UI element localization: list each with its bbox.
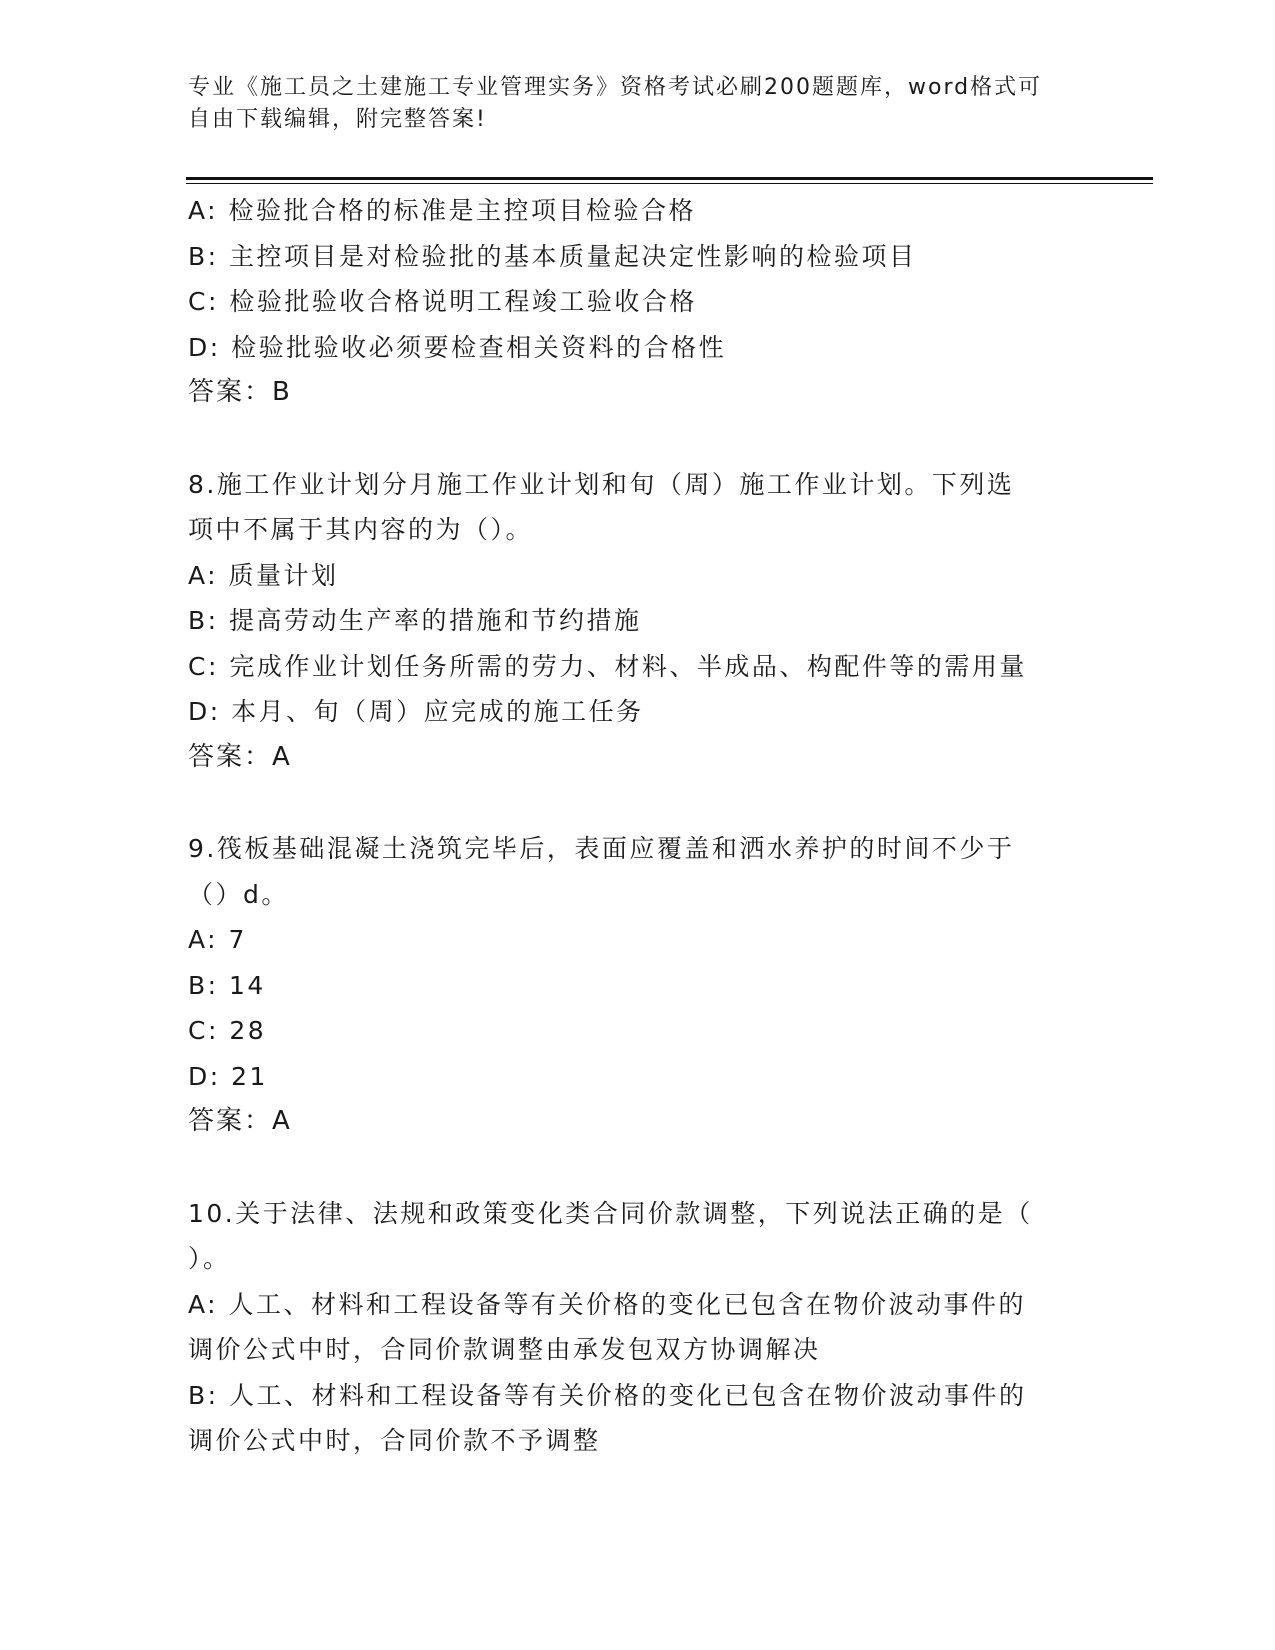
question-8-option-c: C: 完成作业计划任务所需的劳力、材料、半成品、构配件等的需用量 <box>188 651 1027 681</box>
question-9-text-line-2: （）d。 <box>188 879 289 909</box>
question-9-option-c: C: 28 <box>188 1016 267 1045</box>
question-10-option-a-line-1: A: 人工、材料和工程设备等有关价格的变化已包含在物价波动事件的 <box>188 1289 1027 1319</box>
question-10-block <box>188 1191 1088 1464</box>
question-8-option-a: A: 质量计划 <box>188 560 339 590</box>
question-10-option-b-line-2: 调价公式中时，合同价款不予调整 <box>188 1426 601 1455</box>
question-8-option-b: B: 提高劳动生产率的措施和节约措施 <box>188 606 642 635</box>
question-10-option-a-line-2: 调价公式中时，合同价款调整由承发包双方协调解决 <box>188 1335 821 1364</box>
question-7-option-d: D: 检验批验收必须要检查相关资料的合格性 <box>188 332 727 362</box>
question-10-option-b-line-1: B: 人工、材料和工程设备等有关价格的变化已包含在物价波动事件的 <box>188 1380 1027 1410</box>
question-9-block <box>188 826 1088 1145</box>
header-rule-thick <box>186 177 1153 180</box>
question-8-option-d: D: 本月、旬（周）应完成的施工任务 <box>188 697 644 726</box>
question-9-answer: 答案：A <box>188 1106 292 1136</box>
question-7-block <box>188 188 1088 416</box>
question-8-text-line-1: 8.施工作业计划分月施工作业计划和旬（周）施工作业计划。下列选 <box>188 469 1015 499</box>
spacer <box>188 416 1088 462</box>
header-line-2: 自由下载编辑，附完整答案! <box>188 107 487 132</box>
question-7-option-a: A: 检验批合格的标准是主控项目检验合格 <box>188 196 697 225</box>
question-10-text-line-1: 10.关于法律、法规和政策变化类合同价款调整，下列说法正确的是（ <box>188 1198 1033 1228</box>
question-9-option-a: A: 7 <box>188 925 247 954</box>
question-9-text-line-1: 9.筏板基础混凝土浇筑完毕后，表面应覆盖和洒水养护的时间不少于 <box>188 834 1015 863</box>
document-header <box>188 72 1068 136</box>
document-body <box>188 188 1088 1464</box>
question-8-answer: 答案：A <box>188 741 292 772</box>
header-line-1: 专业《施工员之土建施工专业管理实务》资格考试必刷200题题库，word格式可 <box>188 75 1043 100</box>
question-7-answer: 答案：B <box>188 377 292 407</box>
question-7-option-b: B: 主控项目是对检验批的基本质量起决定性影响的检验项目 <box>188 241 917 271</box>
question-9-option-d: D: 21 <box>188 1061 268 1091</box>
question-7-option-c: C: 检验批验收合格说明工程竣工验收合格 <box>188 287 697 316</box>
header-rule-thin <box>186 183 1153 184</box>
question-8-text-line-2: 项中不属于其内容的为（）。 <box>188 515 534 544</box>
spacer <box>188 1145 1088 1191</box>
question-10-text-line-2: ）。 <box>188 1244 231 1273</box>
question-9-option-b: B: 14 <box>188 970 266 1000</box>
spacer <box>188 780 1088 826</box>
question-8-block <box>188 462 1088 781</box>
